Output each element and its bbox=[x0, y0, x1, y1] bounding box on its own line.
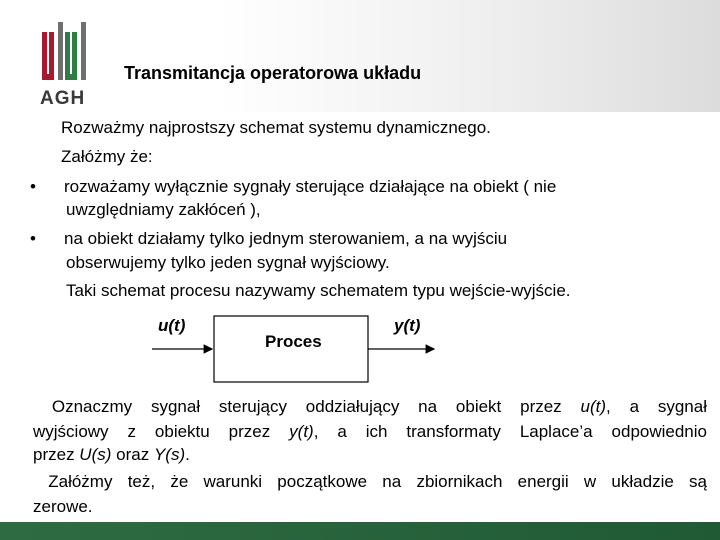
paragraph-2-line-2: zerowe. bbox=[33, 497, 93, 516]
block-diagram bbox=[148, 312, 448, 386]
paragraph-2-line-1: Załóżmy też, że warunki początkowe na zbiornikach energii w układzie są bbox=[48, 472, 707, 491]
process-label: Proces bbox=[265, 332, 322, 351]
slide-title: Transmitancja operatorowa układu bbox=[124, 63, 422, 83]
bullet-dot: • bbox=[30, 229, 36, 248]
bullet-2-line-2: obserwujemy tylko jeden sygnał wyjściowy. bbox=[66, 253, 390, 272]
paragraph-1-line-1: Oznaczmy sygnał sterujący oddziałujący na obiekt przez u(t), a sygnał bbox=[51, 397, 707, 416]
logo-text: AGH bbox=[40, 88, 86, 108]
bullet-dot: • bbox=[30, 177, 36, 196]
paragraph-1-line-2: wyjściowy z obiektu przez y(t), a ich transformaty Laplace’a odpowiednio bbox=[33, 422, 707, 441]
bullet-2-line-1: na obiekt działamy tylko jednym sterowaniem, a na wyjściu bbox=[64, 229, 508, 248]
footer-bar bbox=[0, 522, 720, 540]
bullet-1-line-2: uwzględniamy zakłóceń ), bbox=[66, 200, 261, 219]
intro-line-2: Załóżmy że: bbox=[61, 147, 153, 166]
schema-line: Taki schemat procesu nazywamy schematem typu wejście-wyjście. bbox=[66, 281, 571, 300]
input-signal-label: u(t) bbox=[158, 316, 186, 335]
paragraph-1-line-3: przez U(s) oraz Y(s). bbox=[33, 445, 190, 464]
header-band bbox=[0, 0, 720, 112]
output-signal-label: y(t) bbox=[394, 316, 421, 335]
bullet-1-line-1: rozważamy wyłącznie sygnały sterujące działające na obiekt ( nie bbox=[64, 177, 557, 196]
agh-logo bbox=[38, 18, 96, 108]
intro-line-1: Rozważmy najprostszy schemat systemu dynamicznego. bbox=[61, 118, 491, 137]
